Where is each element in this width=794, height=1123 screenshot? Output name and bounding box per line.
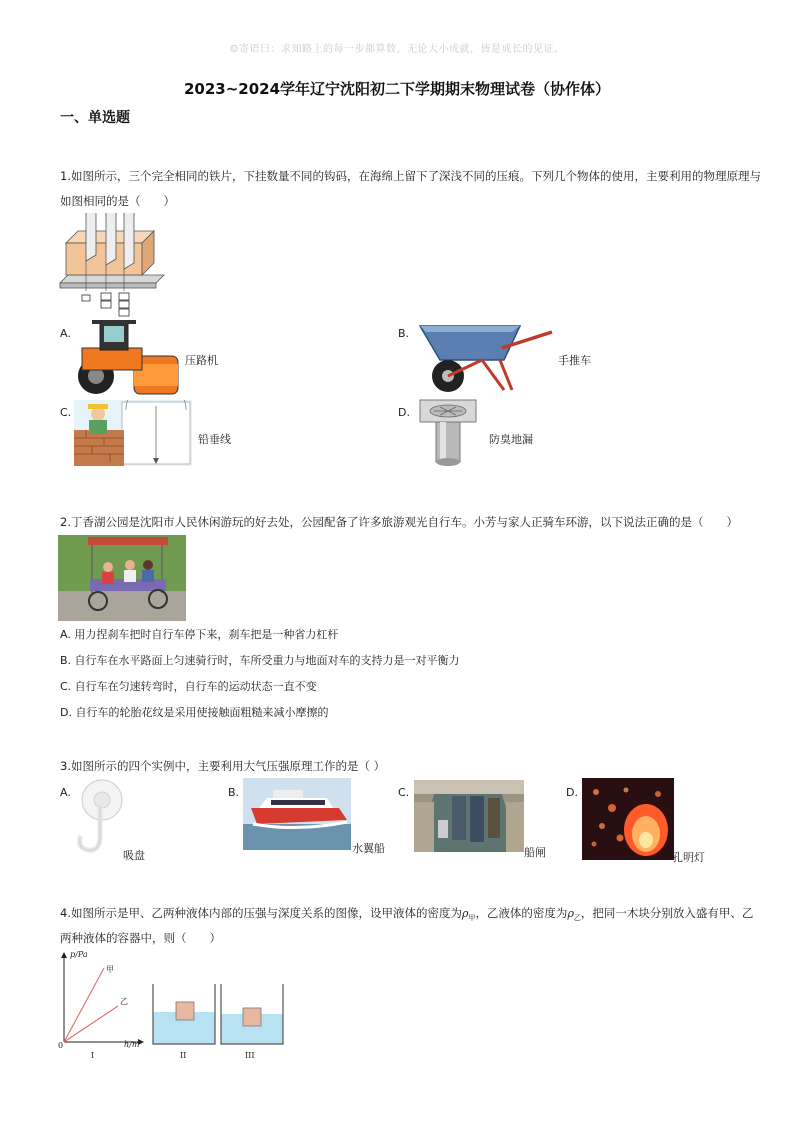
ship-lock-photo <box>414 780 524 852</box>
graph-line-jia-label: 甲 <box>106 965 114 974</box>
hydrofoil-boat-photo <box>243 778 351 850</box>
graph-ylabel: p/Pa <box>70 950 88 959</box>
q1-option-d-caption: 防臭地漏 <box>489 433 533 446</box>
q4-stem-part3: ，把同一木块分别放入盛有甲、乙 <box>580 906 754 920</box>
suction-cup-image <box>70 778 128 860</box>
rho-jia-symbol <box>461 907 476 923</box>
rho-symbol: ρ <box>461 907 469 920</box>
q1-option-c-caption: 铅垂线 <box>198 433 231 446</box>
q3-option-d-caption: 孔明灯 <box>672 851 705 864</box>
q4-stem-part2: ，乙液体的密度为 <box>475 906 568 920</box>
figure-label-i: I <box>91 1051 95 1060</box>
sky-lantern-photo <box>582 778 674 860</box>
road-roller-image <box>72 318 182 398</box>
graph-xlabel: h/m <box>124 1040 140 1049</box>
q1-sponge-figure <box>56 213 171 320</box>
rho-yi-subscript: 乙 <box>573 914 581 923</box>
q3-option-c-letter: C. <box>398 786 410 799</box>
container-iii <box>220 984 284 1046</box>
floor-drain-image <box>418 398 478 478</box>
rho-jia-subscript: 甲 <box>468 914 476 923</box>
q1-stem-line2: 如图相同的是（ ） <box>60 194 175 208</box>
graph-line-yi-label: 乙 <box>120 997 128 1006</box>
q3-option-b-letter: B. <box>228 786 240 799</box>
q2-option-c: C. 自行车在匀速转弯时，自行车的运动状态一直不变 <box>60 680 317 693</box>
wheelbarrow-image <box>412 318 557 398</box>
rho-yi-symbol <box>567 907 581 923</box>
q4-stem-part1: 4.如图所示是甲、乙两种液体内部的压强与深度关系的图像，设甲液体的密度为 <box>60 906 462 920</box>
q4-stem-line2: 两种液体的容器中，则（ ） <box>60 931 221 945</box>
rho-symbol: ρ <box>567 907 574 920</box>
q3-option-a-letter: A. <box>60 786 71 799</box>
q2-option-a: A. 用力捏刹车把时自行车停下来，刹车把是一种省力杠杆 <box>60 628 339 641</box>
container-ii <box>152 984 216 1046</box>
q3-option-a-caption: 吸盘 <box>123 849 145 862</box>
graph-origin: 0 <box>58 1041 64 1050</box>
figure-label-iii: III <box>245 1051 255 1060</box>
q1-option-b-letter: B. <box>398 327 410 340</box>
q1-option-c-letter: C. <box>60 406 72 419</box>
page-title: 2023~2024学年辽宁沈阳初二下学期期末物理试卷（协作体） <box>183 80 611 98</box>
q1-option-a-caption: 压路机 <box>185 354 218 367</box>
section-heading: 一、单选题 <box>60 110 130 126</box>
figure-label-ii: II <box>180 1051 187 1060</box>
q3-option-c-caption: 船闸 <box>524 846 546 859</box>
q1-stem-line1: 1.如图所示，三个完全相同的铁片，下挂数量不同的钩码，在海绵上留下了深浅不同的压痕。下列几个物体的使用，主要利用的物理原理与 <box>60 169 761 183</box>
q1-option-a-letter: A. <box>60 327 71 340</box>
q2-stem: 2.丁香湖公园是沈阳市人民休闲游玩的好去处，公园配备了许多旅游观光自行车。小芳与家人正骑车环游，以下说法正确的是（ ） <box>60 515 738 529</box>
plumb-line-image <box>74 400 192 466</box>
motto-text: ☺寄语曰：求知路上的每一步都算数，无论大小成就，皆是成长的见证。 <box>229 44 565 55</box>
q2-option-b: B. 自行车在水平路面上匀速骑行时，车所受重力与地面对车的支持力是一对平衡力 <box>60 654 460 667</box>
q3-option-b-caption: 水翼船 <box>352 842 385 855</box>
q2-option-d: D. 自行车的轮胎花纹是采用使接触面粗糙来减小摩擦的 <box>60 706 329 719</box>
tourist-bicycle-photo <box>58 535 186 621</box>
q1-option-b-caption: 手推车 <box>558 354 591 367</box>
q1-option-d-letter: D. <box>398 406 410 419</box>
q3-option-d-letter: D. <box>566 786 578 799</box>
q3-stem: 3.如图所示的四个实例中，主要利用大气压强原理工作的是（ ） <box>60 759 386 773</box>
